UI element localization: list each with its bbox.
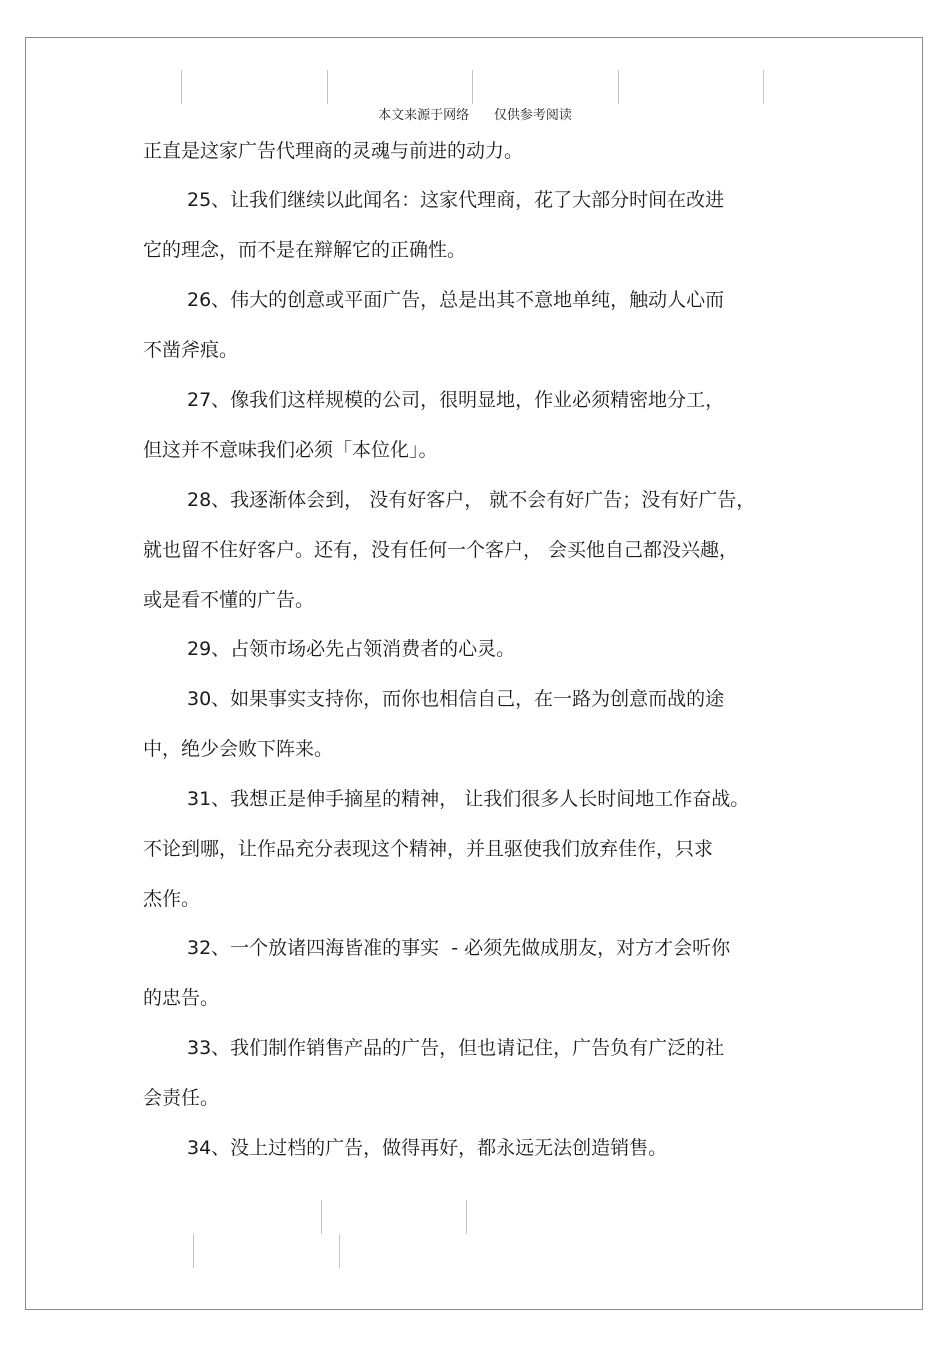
- text-line-7: 但这并不意味我们必须「本位化」。: [143, 439, 438, 461]
- text-line-3: 它的理念，而不是在辩解它的正确性。: [143, 239, 467, 261]
- footer-divider-3: [193, 1234, 194, 1268]
- text-line-1: 正直是这家广告代理商的灵魂与前进的动力。: [143, 140, 524, 162]
- text-line-12: 30、如果事实支持你，而你也相信自己，在一路为创意而战的途: [187, 688, 725, 710]
- text-line-9: 就也留不住好客户。还有，没有任何一个客户， 会买他自己都没兴趣，: [143, 539, 739, 561]
- footer-divider-4: [339, 1234, 340, 1268]
- header-divider-1: [181, 70, 182, 104]
- text-line-13: 中，绝少会败下阵来。: [143, 738, 334, 760]
- text-line-20: 会责任。: [143, 1087, 220, 1109]
- header-divider-5: [763, 70, 764, 104]
- text-line-10: 或是看不懂的广告。: [143, 589, 315, 611]
- text-line-18: 的忠告。: [143, 987, 220, 1009]
- source-note: 本文来源于网络 仅供参考阅读: [378, 108, 572, 123]
- text-line-2: 25、让我们继续以此闻名：这家代理商，花了大部分时间在改进: [187, 189, 725, 211]
- text-line-14: 31、我想正是伸手摘星的精神， 让我们很多人长时间地工作奋战。: [187, 788, 750, 810]
- text-line-21: 34、没上过档的广告，做得再好，都永远无法创造销售。: [187, 1137, 668, 1159]
- text-line-4: 26、伟大的创意或平面广告，总是出其不意地单纯，触动人心而: [187, 289, 725, 311]
- footer-divider-1: [321, 1200, 322, 1234]
- text-line-5: 不凿斧痕。: [143, 339, 239, 361]
- header-divider-2: [327, 70, 328, 104]
- text-line-15: 不论到哪，让作品充分表现这个精神，并且驱使我们放弃佳作，只求: [143, 838, 714, 860]
- footer-divider-2: [466, 1200, 467, 1234]
- text-line-19: 33、我们制作销售产品的广告，但也请记住，广告负有广泛的社: [187, 1037, 725, 1059]
- header-divider-3: [472, 70, 473, 104]
- text-line-8: 28、我逐渐体会到， 没有好客户， 就不会有好广告；没有好广告，: [187, 489, 756, 511]
- text-line-11: 29、占领市场必先占领消费者的心灵。: [187, 638, 516, 660]
- text-line-17: 32、一个放诸四海皆准的事实 - 必须先做成朋友，对方才会听你: [187, 937, 731, 959]
- header-divider-4: [618, 70, 619, 104]
- page-frame: [25, 37, 923, 1310]
- text-line-16: 杰作。: [143, 888, 201, 910]
- text-line-6: 27、像我们这样规模的公司，很明显地，作业必须精密地分工，: [187, 389, 725, 411]
